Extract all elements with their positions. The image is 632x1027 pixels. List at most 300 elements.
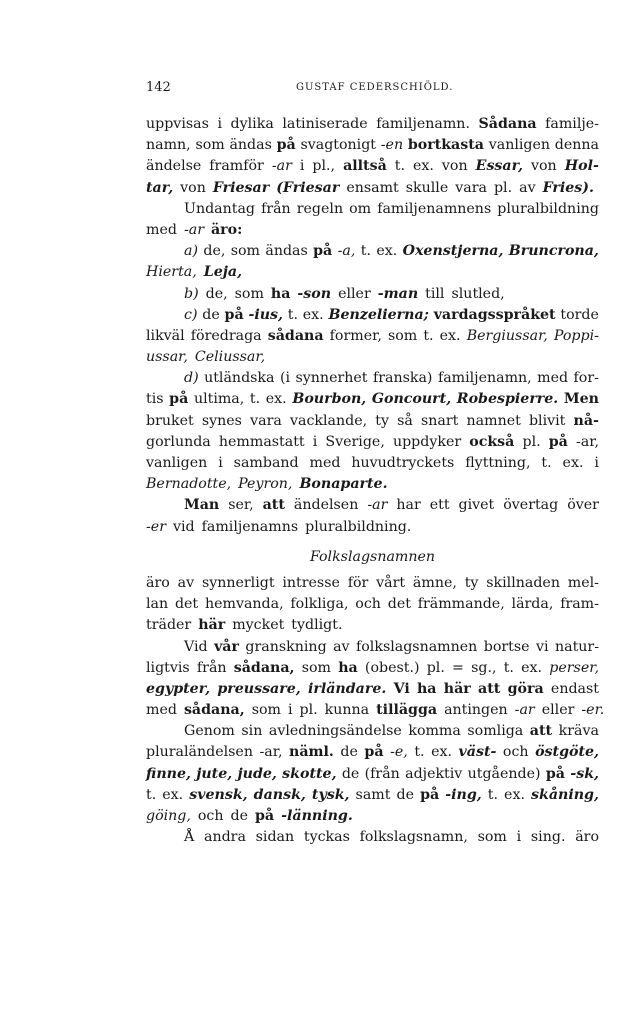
word: samband — [233, 455, 299, 471]
word: -länning. — [281, 808, 353, 824]
word: för — [347, 574, 369, 591]
word: ty — [375, 412, 389, 429]
word: flyttning, — [465, 455, 531, 471]
page-header — [146, 80, 599, 100]
word: på — [169, 391, 189, 408]
word: i — [594, 455, 599, 471]
text-line — [146, 517, 599, 538]
word: sådana, — [183, 702, 245, 719]
word: så — [397, 412, 413, 429]
word: ex. — [413, 158, 434, 175]
word: framför — [209, 158, 264, 175]
text-line — [146, 495, 599, 516]
word: intresse — [282, 574, 340, 591]
word: lärda, — [511, 596, 554, 613]
word: på — [545, 765, 565, 782]
word: ex. — [376, 243, 398, 260]
word: synes — [201, 412, 242, 429]
word: -ar, — [575, 433, 599, 450]
word: skotte, — [282, 765, 337, 782]
text-line — [146, 474, 599, 495]
word: lan — [146, 596, 169, 613]
word: Essar, — [475, 158, 523, 175]
word: Bonaparte. — [299, 476, 388, 493]
word: vid — [172, 518, 195, 535]
word: på — [276, 137, 296, 154]
word: ämne, — [412, 574, 457, 591]
word: som — [195, 137, 225, 154]
word: vi — [535, 638, 549, 655]
word: sg., — [471, 659, 497, 676]
word: familjenamnens — [377, 200, 492, 217]
word: kräva — [558, 723, 599, 740]
word: tyckas — [303, 829, 350, 846]
word: snart — [421, 412, 459, 429]
word: Celiussar, — [194, 349, 266, 366]
word: skåning, — [531, 786, 599, 803]
word: (obest.) — [364, 659, 420, 676]
word: väst- — [458, 744, 497, 761]
word: Friesar — [212, 179, 270, 196]
word: natur- — [554, 638, 599, 655]
word: över — [567, 497, 599, 514]
text-line — [146, 241, 599, 262]
word: von — [531, 158, 557, 175]
word: for- — [573, 370, 599, 387]
text-line — [146, 199, 599, 220]
word: tis — [146, 391, 164, 408]
text-line — [146, 806, 599, 827]
word: familjenamn, — [437, 370, 532, 387]
word: sådana — [267, 327, 324, 344]
word: göra — [507, 680, 544, 697]
word: ex. — [162, 786, 184, 803]
word: att — [478, 680, 501, 697]
word: t. — [287, 306, 298, 323]
word: granskning — [245, 638, 327, 655]
word: namn, — [146, 137, 191, 154]
word: hemmastatt — [218, 433, 305, 450]
word: jute, — [196, 765, 233, 782]
word: Hierta, — [146, 264, 197, 281]
text-line — [146, 135, 599, 156]
word: Man — [184, 497, 220, 514]
word: -ar, — [259, 744, 283, 761]
word: främmande, — [417, 596, 505, 613]
word: pl., — [312, 158, 336, 175]
word: former, — [329, 327, 382, 344]
word: sin — [241, 723, 263, 740]
word: tar, — [146, 179, 174, 196]
word: Sverige, — [325, 433, 385, 450]
word: pluralbildning. — [305, 518, 412, 535]
word: tydligt. — [291, 617, 343, 634]
word: Robespierre. — [456, 391, 559, 408]
word: finne, — [146, 765, 191, 782]
word: samt — [355, 786, 391, 803]
word: ha — [416, 680, 437, 697]
word: näml. — [289, 744, 334, 761]
word: familjenamns — [201, 518, 299, 535]
word: vanligen — [488, 137, 551, 154]
word: (i — [279, 370, 291, 387]
word: som — [230, 243, 260, 260]
word: av — [177, 574, 195, 591]
word: Bruncrona, — [508, 243, 599, 260]
word: vardagsspråket — [433, 306, 556, 323]
word: pl. — [522, 433, 541, 450]
word: på — [548, 433, 568, 450]
word: från — [196, 659, 227, 676]
word: det — [174, 596, 199, 613]
text-line — [146, 368, 599, 389]
word: bortse — [483, 638, 530, 655]
word: på — [364, 744, 384, 761]
word: -ar — [367, 497, 388, 514]
word: Bourbon, — [292, 391, 367, 408]
word: b) — [184, 285, 199, 302]
word: avledningsändelse — [268, 723, 402, 740]
word: Leja, — [203, 264, 243, 281]
running-title: GUSTAF CEDERSCHIÖLD. — [296, 82, 454, 93]
word: i — [516, 829, 522, 846]
word: bruket — [146, 412, 194, 429]
word: gorlunda — [146, 433, 211, 450]
word: ha — [270, 285, 291, 302]
word: och — [502, 744, 529, 761]
word: t. — [394, 158, 405, 175]
text-line — [146, 785, 599, 806]
word: Bergiussar, — [466, 327, 548, 344]
word: utländska — [204, 370, 275, 387]
text-line — [146, 615, 599, 636]
word: i — [287, 702, 293, 719]
word: i — [217, 116, 222, 132]
word: pluraländelsen — [146, 744, 253, 761]
word: d) — [184, 370, 199, 387]
text-line — [146, 637, 599, 658]
word: = — [452, 659, 464, 676]
word: familjenamn. — [376, 116, 470, 132]
word: somliga — [467, 723, 524, 740]
word: tysk, — [311, 786, 350, 803]
word: sing. — [530, 829, 566, 846]
word: eller — [338, 285, 371, 302]
word: på — [224, 306, 244, 323]
word: antingen — [444, 702, 508, 719]
word: ex. — [431, 744, 452, 761]
word: -man — [377, 285, 419, 302]
word: ex. — [265, 391, 287, 408]
word: och — [197, 808, 224, 824]
word: skillnaden — [486, 574, 560, 591]
word: östgöte, — [535, 744, 599, 761]
word: von — [441, 158, 468, 175]
word: av — [519, 179, 536, 196]
word: -ius, — [248, 306, 283, 323]
word: eller — [541, 702, 575, 719]
word: namnet — [466, 412, 521, 429]
word: synnerligt — [201, 574, 275, 591]
text-line — [146, 411, 599, 432]
word: franska) — [372, 370, 433, 387]
word: uppdyker — [392, 433, 462, 450]
word: sådana, — [233, 659, 295, 676]
section-heading: Folkslagsnamnen — [309, 548, 436, 565]
word: Bernadotte, — [146, 476, 232, 493]
word: vacklande, — [289, 412, 368, 429]
word: nå- — [573, 412, 599, 429]
word: de, — [205, 285, 228, 302]
text-line — [146, 658, 599, 679]
word: blivit — [528, 412, 566, 429]
word: ändelse — [146, 158, 202, 175]
word: som — [234, 285, 264, 302]
word: folkslagsnamn, — [359, 829, 468, 846]
text-line — [146, 326, 599, 347]
word: ett — [429, 497, 450, 514]
word: bortkasta — [407, 137, 484, 154]
word: träder — [146, 617, 192, 634]
text-line — [146, 679, 599, 700]
word: mel- — [567, 574, 599, 591]
text-line — [146, 594, 599, 615]
word: regeln — [296, 200, 344, 217]
text-line — [146, 721, 599, 742]
text-line — [146, 178, 599, 199]
word: om — [349, 200, 372, 217]
word: -er — [146, 518, 166, 535]
word: som — [251, 702, 281, 719]
word: kunna — [324, 702, 370, 719]
word: ultima, — [193, 391, 245, 408]
word: föredraga — [190, 327, 262, 344]
word: komma — [408, 723, 461, 740]
word: äro — [575, 829, 599, 846]
word: de, — [203, 243, 226, 260]
text-line — [146, 573, 599, 594]
word: mycket — [232, 617, 285, 634]
body-text — [146, 114, 605, 848]
word: ex. — [562, 455, 584, 471]
word: -e, — [390, 744, 408, 761]
word: -er. — [581, 702, 605, 719]
word: Sådana — [478, 116, 537, 132]
word: i — [312, 433, 318, 450]
word: Men — [563, 391, 599, 408]
word: här — [198, 617, 226, 634]
word: Vi — [393, 680, 410, 697]
word: att — [262, 497, 285, 514]
word: huvudtryckets — [351, 455, 455, 471]
word: de — [340, 744, 358, 761]
word: av — [333, 638, 350, 655]
word: pluralbildning — [497, 200, 599, 217]
word: t. — [414, 744, 425, 761]
word: andra — [203, 829, 246, 846]
text-line — [146, 220, 599, 241]
word: övertag — [503, 497, 559, 514]
word: de — [230, 808, 248, 824]
word: alltså — [343, 158, 387, 175]
word: med — [537, 370, 569, 387]
word: från — [261, 200, 291, 217]
word: med — [309, 455, 341, 471]
word: till — [425, 285, 445, 302]
word: ussar, — [146, 349, 188, 366]
word: folkslagsnamnen — [356, 638, 478, 655]
word: som — [387, 327, 418, 344]
word: svensk, — [189, 786, 248, 803]
word: a) — [184, 243, 198, 260]
text-line — [146, 156, 599, 177]
word: vara — [250, 412, 282, 429]
word: vanligen — [146, 455, 208, 471]
word: givet — [458, 497, 495, 514]
word: äro: — [210, 221, 243, 238]
word: Benzelierna; — [328, 306, 429, 323]
text-line — [146, 389, 599, 410]
word: torde — [560, 306, 599, 323]
word: hemvanda, — [204, 596, 284, 613]
word: latiniserade — [282, 116, 368, 132]
text-line — [146, 432, 599, 453]
text-line — [146, 764, 599, 785]
word: endast — [550, 680, 599, 697]
word: (Friesar — [276, 179, 340, 196]
word: som — [477, 829, 507, 846]
word: här — [443, 680, 471, 697]
word: ändas — [265, 243, 308, 260]
word: -ar — [514, 702, 535, 719]
word: ex. — [439, 327, 461, 344]
word: som — [301, 659, 331, 676]
word: ser, — [228, 497, 254, 514]
text-line — [146, 827, 599, 848]
word: pl. — [493, 179, 513, 196]
word: -son — [297, 285, 332, 302]
word: Poppi- — [553, 327, 599, 344]
word: och — [355, 596, 381, 613]
word: egypter, — [146, 680, 211, 697]
word: denna — [554, 137, 599, 154]
text-line — [146, 305, 599, 326]
text-line — [146, 284, 599, 305]
word: i — [299, 158, 305, 175]
word: -sk, — [570, 765, 599, 782]
word: på — [420, 786, 440, 803]
word: -en — [380, 137, 404, 154]
word: Undantag — [184, 200, 256, 217]
word: -ar — [271, 158, 292, 175]
word: Hol- — [564, 158, 599, 175]
word: också — [469, 433, 515, 450]
word: likväl — [146, 327, 185, 344]
word: skulle — [405, 179, 449, 196]
word: dansk, — [253, 786, 306, 803]
word: tillägga — [376, 702, 438, 719]
word: t. — [146, 786, 157, 803]
word: vårt — [376, 574, 406, 591]
word: ha — [338, 659, 358, 676]
word: jude, — [237, 765, 277, 782]
word: utgående) — [467, 765, 541, 782]
word: t. — [249, 391, 261, 408]
word: Vid — [184, 638, 208, 655]
word: Genom — [184, 723, 235, 740]
word: de — [396, 786, 414, 803]
word: Å — [184, 829, 195, 846]
word: ex. — [504, 786, 525, 803]
word: ändelsen — [293, 497, 359, 514]
text-line — [146, 453, 599, 474]
word: Peyron, — [238, 476, 293, 493]
word: t. — [541, 455, 552, 471]
word: uppvisas — [146, 116, 209, 132]
word: svagtonigt — [300, 137, 377, 154]
word: med — [146, 221, 177, 238]
word: att — [529, 723, 553, 740]
word: fram- — [560, 596, 599, 613]
word: irländare. — [307, 680, 387, 697]
word: t. — [503, 659, 514, 676]
word: -ing, — [445, 786, 482, 803]
word: vara — [455, 179, 487, 196]
text-line — [146, 347, 599, 368]
word: Fries). — [542, 179, 594, 196]
word: t. — [360, 243, 371, 260]
word: äro — [146, 574, 170, 591]
word: (från — [364, 765, 400, 782]
text-line — [146, 114, 599, 135]
word: ändas — [229, 137, 272, 154]
word: preussare, — [217, 680, 301, 697]
text-line — [146, 742, 599, 763]
word: pl. — [426, 659, 445, 676]
word: Oxenstjerna, — [402, 243, 504, 260]
word: -a, — [337, 243, 356, 260]
word: det — [387, 596, 411, 613]
page-number: 142 — [146, 80, 171, 95]
word: slutled, — [451, 285, 505, 302]
word: ex. — [521, 659, 543, 676]
word: t. — [423, 327, 434, 344]
word: familje- — [545, 116, 599, 132]
word: Goncourt, — [371, 391, 452, 408]
text-line — [146, 700, 605, 721]
word: c) — [184, 306, 198, 323]
word: ensamt — [346, 179, 399, 196]
word: -ar — [183, 221, 204, 238]
word: sidan — [255, 829, 295, 846]
word: göing, — [146, 808, 191, 824]
word: adjektiv — [405, 765, 463, 782]
word: folkliga, — [290, 596, 349, 613]
word: t. — [487, 786, 498, 803]
word: dylika — [230, 116, 274, 132]
word: med — [146, 702, 177, 719]
word: de — [341, 765, 360, 782]
word: vår — [214, 638, 239, 655]
word: har — [396, 497, 421, 514]
word: ty — [464, 574, 479, 591]
word: i — [218, 455, 223, 471]
text-line — [146, 262, 599, 283]
word: synnerhet — [295, 370, 368, 387]
word: von — [180, 179, 206, 196]
word: på — [255, 808, 275, 824]
word: ex. — [302, 306, 324, 323]
